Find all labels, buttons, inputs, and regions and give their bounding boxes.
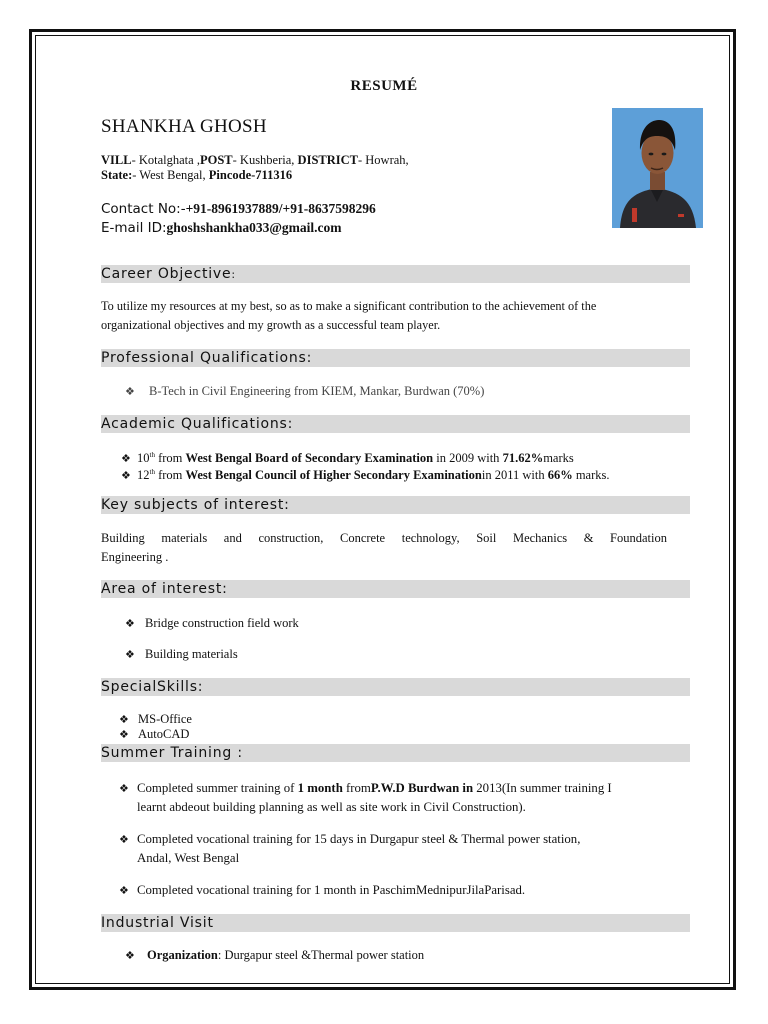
post-value: - Kushberia, (232, 153, 298, 167)
candidate-name: SHANKHA GHOSH (101, 116, 267, 137)
academic-board: West Bengal Council of Higher Secondary Examination (185, 468, 482, 482)
training-text: Completed vocational training for 15 days in Durgapur steel & Thermal power station, (137, 832, 581, 846)
section-heading-summer-training: Summer Training : (101, 745, 243, 761)
section-bar-area-of-interest (101, 580, 690, 598)
district-value: - Howrah, (357, 153, 409, 167)
contact-label: Contact No:- (101, 201, 186, 217)
academic-end: marks (543, 451, 574, 465)
section-bar-special-skills (101, 678, 690, 696)
academic-grade: 12 (137, 468, 150, 482)
section-heading-career-objective (101, 265, 236, 284)
section-heading-academic: Academic Qualifications: (101, 416, 294, 432)
state-label: State: (101, 168, 133, 182)
professional-item-text: B-Tech in Civil Engineering from KIEM, Mankar, Burdwan (70%) (149, 384, 485, 398)
training-text: Completed summer training of (137, 781, 298, 795)
academic-score: 71.62% (502, 451, 544, 465)
career-objective-line-2: organizational objectives and my growth as a successful team player. (101, 318, 441, 332)
section-bar-career-objective (101, 265, 690, 283)
profile-photo (612, 108, 703, 228)
email-label: E-mail ID: (101, 220, 167, 236)
training-from: from (342, 781, 371, 795)
vill-label: VILL (101, 153, 132, 167)
training-item (119, 830, 679, 867)
diamond-bullet-icon: ❖ (119, 885, 129, 897)
contact-value: +91-8961937889/+91-8637598296 (185, 201, 376, 216)
key-subjects-line-1: Building materials and construction, Concrete technology, Soil Mechanics & Foundation (101, 531, 667, 545)
section-bar-academic (101, 415, 690, 433)
academic-year: in 2011 with (481, 468, 548, 482)
skills-item-text: AutoCAD (138, 727, 190, 741)
diamond-bullet-icon: ❖ (119, 783, 129, 795)
career-objective-heading-text: Career Objective (101, 266, 232, 282)
diamond-bullet-icon: ❖ (119, 714, 129, 726)
academic-from: from (154, 451, 186, 465)
email-value: ghoshshankha033@gmail.com (166, 220, 342, 235)
section-bar-industrial-visit (101, 914, 690, 932)
area-item-text: Bridge construction field work (145, 616, 299, 630)
career-objective-line-1: To utilize my resources at my best, so as to make a significant contribution to the achievement of the (101, 299, 597, 313)
academic-grade: 10 (137, 451, 150, 465)
section-heading-industrial-visit: Industrial Visit (101, 915, 214, 931)
training-text-line-2: Andal, West Bengal (137, 851, 240, 865)
diamond-bullet-icon: ❖ (119, 729, 129, 741)
academic-grade-sup: th (149, 468, 155, 476)
section-heading-special-skills: SpecialSkills: (101, 679, 204, 695)
training-item (119, 779, 679, 816)
training-text-line-2: learnt abdeout building planning as well as site work in Civil Construction). (137, 800, 526, 814)
organization-label: Organization (147, 948, 218, 962)
address-line-2 (101, 168, 292, 183)
post-label: POST (199, 153, 233, 167)
academic-year: in 2009 with (433, 451, 503, 465)
skills-item-text: MS-Office (138, 712, 192, 726)
key-subjects-text (101, 529, 667, 567)
contact-line (101, 201, 376, 217)
academic-from: from (154, 468, 186, 482)
training-text: Completed vocational training for 1 month in PaschimMednipurJilaParisad. (137, 883, 526, 897)
training-duration: 1 month (297, 781, 343, 795)
area-item-text: Building materials (145, 647, 238, 661)
training-item (119, 881, 679, 900)
diamond-bullet-icon: ❖ (121, 470, 131, 482)
section-heading-area-of-interest: Area of interest: (101, 581, 228, 597)
skills-item (119, 727, 189, 743)
email-line (101, 220, 342, 236)
career-objective-text (101, 297, 667, 335)
address-line-1 (101, 153, 409, 168)
academic-grade-sup: th (149, 451, 155, 459)
section-bar-summer-training (101, 744, 690, 762)
diamond-bullet-icon: ❖ (125, 950, 135, 962)
training-year: 2013(In summer training I (473, 781, 612, 795)
diamond-bullet-icon: ❖ (125, 649, 135, 661)
organization-value: : Durgapur steel &Thermal power station (217, 948, 425, 962)
section-bar-professional (101, 349, 690, 367)
document-title: RESUMÉ (350, 78, 418, 94)
academic-board: West Bengal Board of Secondary Examination (185, 451, 434, 465)
diamond-bullet-icon: ❖ (125, 618, 135, 630)
academic-end: marks. (572, 468, 610, 482)
section-heading-professional: Professional Qualifications: (101, 350, 313, 366)
diamond-bullet-icon: ❖ (121, 453, 131, 465)
diamond-bullet-icon: ❖ (125, 386, 135, 398)
section-heading-key-subjects: Key subjects of interest: (101, 497, 290, 513)
academic-item (121, 464, 610, 485)
district-label: DISTRICT (297, 153, 358, 167)
pincode: Pincode-711316 (208, 168, 293, 182)
industrial-visit-item (125, 947, 424, 965)
skills-item (119, 712, 192, 728)
training-place: P.W.D Burdwan in (370, 781, 474, 795)
academic-score: 66% (547, 468, 573, 482)
professional-item (125, 383, 484, 401)
career-objective-heading-colon: : (231, 268, 236, 281)
diamond-bullet-icon: ❖ (119, 834, 129, 846)
section-bar-key-subjects (101, 496, 690, 514)
vill-value: - Kotalghata , (131, 153, 200, 167)
area-item (125, 646, 238, 664)
area-item (125, 615, 299, 633)
state-value: - West Bengal, (132, 168, 209, 182)
key-subjects-line-2: Engineering . (101, 550, 169, 564)
